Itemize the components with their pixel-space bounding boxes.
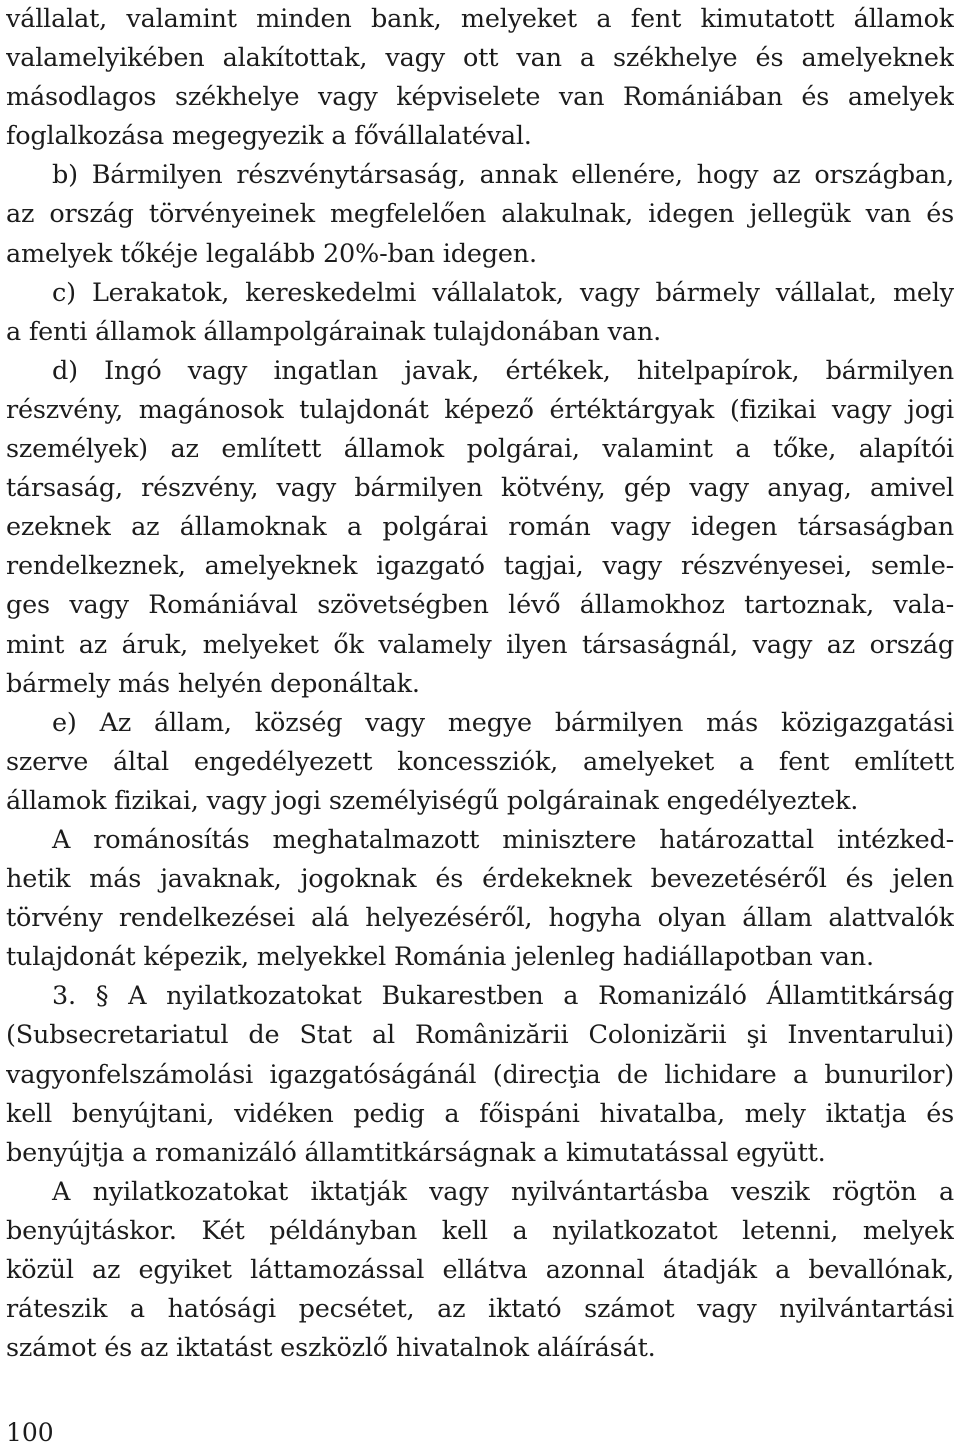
text-line: benyújtja a romanizáló államtitkárságnak a kimutatással együtt.	[6, 1137, 826, 1168]
text-line: valamelyikében alakítottak, vagy ott van a székhelye és amelyeknek	[6, 43, 954, 74]
text-line: (Subsecretariatul de Stat al Românizării Colonizării şi Inventarului)	[6, 1020, 954, 1051]
text-line: hetik más javaknak, jogoknak és érdekeknek bevezetéséről és jelen	[6, 864, 954, 895]
text-line: államok fizikai, vagy jogi személyiségű polgárainak engedélyeztek.	[6, 785, 859, 816]
text-line: A románosítás meghatalmazott minisztere határozattal intézked-	[52, 824, 954, 855]
text-line: ezeknek az államoknak a polgárai román vagy idegen társaságban	[6, 512, 954, 543]
text-line: amelyek tőkéje legalább 20%-ban idegen.	[6, 238, 537, 269]
text-line: foglalkozása megegyezik a fővállalatéval.	[6, 121, 532, 152]
text-line: b) Bármilyen részvénytársaság, annak ellenére, hogy az országban,	[52, 160, 954, 191]
text-line: társaság, részvény, vagy bármilyen kötvény, gép vagy anyag, amivel	[6, 473, 954, 504]
section-heading-line: 3. § A nyilatkozatokat Bukarestben a Romanizáló Államtitkárság	[52, 981, 954, 1012]
text-line: a fenti államok állampolgárainak tulajdonában van.	[6, 316, 661, 347]
text-line: szerve által engedélyezett koncessziók, amelyeket a fent említett	[6, 746, 954, 777]
text-line: A nyilatkozatokat iktatják vagy nyilvántartásba veszik rögtön a	[52, 1176, 954, 1207]
text-line: vagyonfelszámolási igazgatóságánál (direcţia de lichidare a bunurilor)	[6, 1059, 954, 1090]
text-line: d) Ingó vagy ingatlan javak, értékek, hitelpapírok, bármilyen	[52, 355, 954, 386]
text-line: rendelkeznek, amelyeknek igazgató tagjai, vagy részvényesei, semle-	[6, 551, 954, 582]
text-line: törvény rendelkezései alá helyezéséről, hogyha olyan állam alattvalók	[6, 903, 954, 934]
text-line: tulajdonát képezik, melyekkel Románia jelenleg hadiállapotban van.	[6, 942, 874, 973]
text-line: számot és az iktatást eszközlő hivatalnok aláírását.	[6, 1333, 656, 1364]
text-line: részvény, magánosok tulajdonát képező értéktárgyak (fizikai vagy jogi	[6, 394, 954, 425]
body-text	[6, 0, 954, 1368]
text-line: e) Az állam, község vagy megye bármilyen más közigazgatási	[52, 707, 954, 738]
text-line: ráteszik a hatósági pecsétet, az iktató számot vagy nyilvántartási	[6, 1294, 954, 1325]
text-line: személyek) az említett államok polgárai, valamint a tőke, alapítói	[6, 434, 954, 465]
text-line: benyújtáskor. Két példányban kell a nyilatkozatot letenni, melyek	[6, 1215, 954, 1246]
text-line: bármely más helyén deponáltak.	[6, 668, 420, 699]
text-line: ges vagy Romániával szövetségben lévő államokhoz tartoznak, vala-	[6, 590, 954, 621]
page-number: 100	[6, 1418, 54, 1447]
text-line: vállalat, valamint minden bank, melyeket a fent kimutatott államok	[6, 4, 954, 34]
text-line: c) Lerakatok, kereskedelmi vállalatok, vagy bármely vállalat, mely	[52, 277, 954, 308]
text-line: az ország törvényeinek megfelelően alakulnak, idegen jellegük van és	[6, 199, 954, 230]
text-line: kell benyújtani, vidéken pedig a főispáni hivatalba, mely iktatja és	[6, 1098, 954, 1129]
text-line: mint az áruk, melyeket ők valamely ilyen társaságnál, vagy az ország	[6, 629, 954, 660]
text-line: közül az egyiket láttamozással ellátva azonnal átadják a bevallónak,	[6, 1255, 954, 1285]
text-line: másodlagos székhelye vagy képviselete van Romániában és amelyek	[6, 82, 954, 113]
